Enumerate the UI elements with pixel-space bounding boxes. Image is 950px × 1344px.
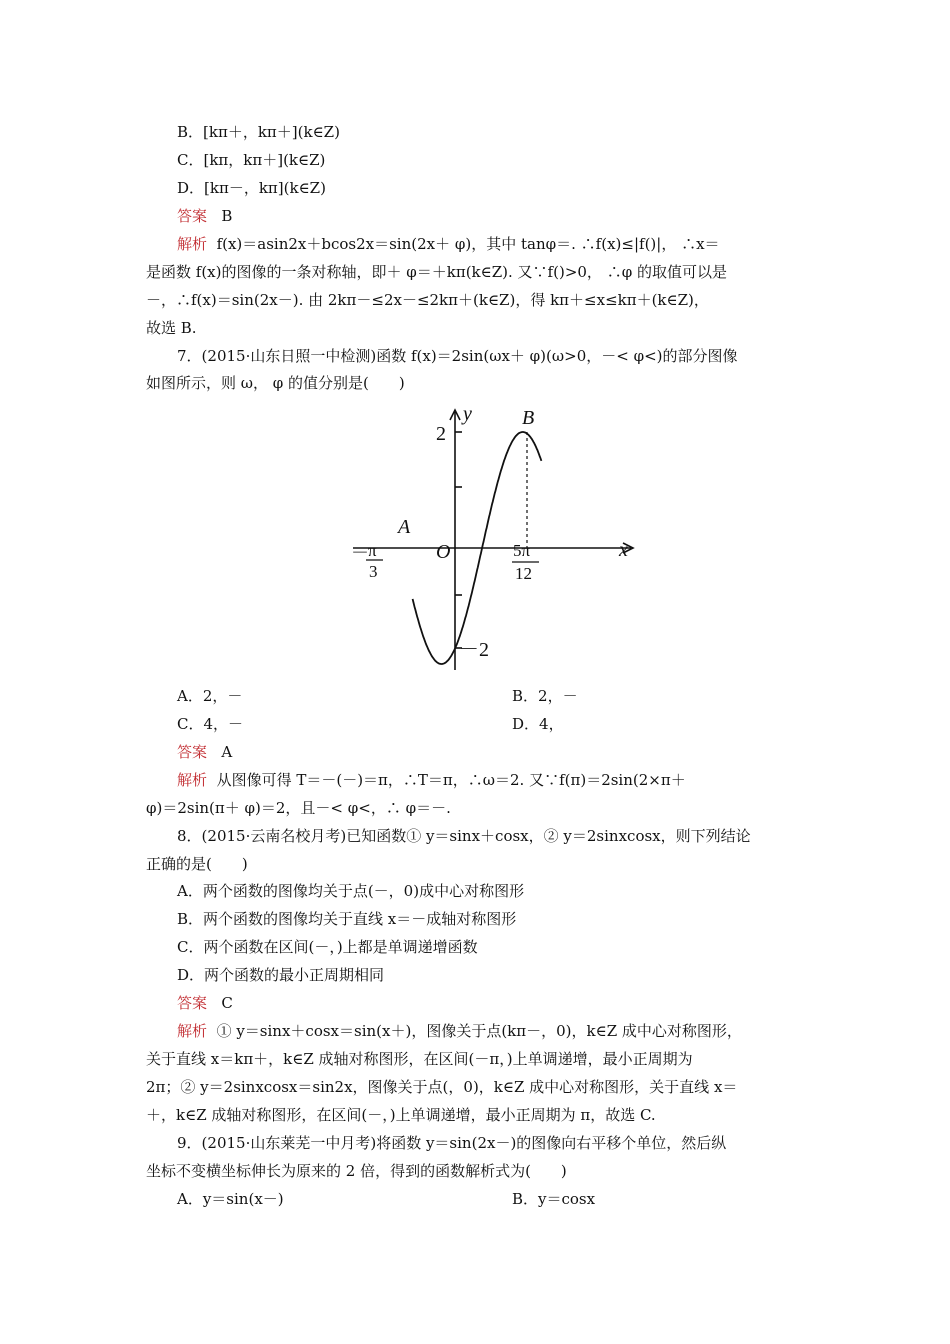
question-7-line1: 7．(2015·山东日照一中检测)函数 f(x)＝2sin(ωx＋ φ)(ω>0，－< φ<)的部分图像	[177, 347, 738, 365]
answer-value: B	[221, 207, 233, 225]
option-d-q8: D．两个函数的最小正周期相同	[177, 966, 385, 984]
question-7-line2: 如图所示，则 ω， φ 的值分别是( )	[146, 374, 405, 392]
option-c-q7: C．4，－	[177, 715, 244, 733]
solution-q8-line1: 解析 ① y＝sinx＋cosx＝sin(x＋)，图像关于点(kπ－，0)，k∈Z 成中心对称图形，	[177, 1022, 742, 1040]
point-b-label: B	[522, 407, 535, 429]
y-max-label: 2	[436, 423, 446, 445]
question-8-line2: 正确的是( )	[146, 855, 248, 873]
answer-label: 答案	[177, 743, 208, 761]
solution-q6-line1: 解析 f(x)＝asin2x＋bcos2x＝sin(2x＋ φ)，其中 tanφ＝. ∴f(x)≤|f()|， ∴x＝	[177, 235, 720, 253]
sine-graph	[345, 402, 645, 674]
x-left-sign: －	[351, 543, 369, 563]
answer-value: A	[221, 743, 233, 761]
answer-label: 答案	[177, 994, 208, 1012]
solution-q7-line1: 解析 从图像可得 T＝－(－)＝π，∴T＝π，∴ω＝2. 又∵f(π)＝2sin(2×π＋	[177, 771, 686, 789]
solution-q7-line2: φ)＝2sin(π＋ φ)＝2，且－< φ<，∴ φ＝－.	[146, 799, 451, 817]
solution-q8-line3: 2π；② y＝2sinxcosx＝sin2x，图像关于点(，0)，k∈Z 成中心对称图形，关于直线 x＝	[146, 1078, 738, 1096]
option-b-q6: B．[kπ＋，kπ＋](k∈Z)	[177, 123, 340, 141]
option-b-q7: B．2，－	[512, 687, 578, 705]
y-min-label: －2	[459, 639, 489, 661]
option-b-q8: B．两个函数的图像均关于直线 x＝－成轴对称图形	[177, 910, 517, 928]
answer-q6	[177, 206, 232, 226]
option-d-q7: D．4，	[512, 715, 564, 733]
question-9-line2: 坐标不变横坐标伸长为原来的 2 倍，得到的函数解析式为( )	[146, 1162, 567, 1180]
x-right-numerator: 5π	[513, 541, 531, 560]
answer-label: 答案	[177, 207, 208, 225]
answer-q8	[177, 993, 233, 1013]
solution-q6-line2: 是函数 f(x)的图像的一条对称轴，即＋ φ＝＋kπ(k∈Z). 又∵f()>0， ∴φ 的取值可以是	[146, 263, 727, 281]
solution-q6-line3: －，∴f(x)＝sin(2x－). 由 2kπ－≤2x－≤2kπ＋(k∈Z)，得 kπ＋≤x≤kπ＋(k∈Z)，	[146, 291, 709, 309]
x-left-numerator: π	[368, 541, 377, 560]
x-axis-label: x	[619, 539, 628, 561]
option-b-q9: B．y＝cosx	[512, 1190, 596, 1208]
option-c-q6: C．[kπ，kπ＋](k∈Z)	[177, 151, 326, 169]
answer-value: C	[221, 994, 233, 1012]
y-axis-label: y	[463, 403, 472, 425]
solution-label: 解析	[177, 771, 208, 789]
question-9-line1: 9．(2015·山东莱芜一中月考)将函数 y＝sin(2x－)的图像向右平移个单位，然后纵	[177, 1134, 727, 1152]
option-a-q8: A．两个函数的图像均关于点(－，0)成中心对称图形	[177, 882, 525, 900]
answer-q7	[177, 742, 232, 762]
solution-q8-line4: ＋，k∈Z 成轴对称图形，在区间(－，)上单调递增，最小正周期为 π，故选 C.	[146, 1106, 656, 1124]
solution-label: 解析	[177, 235, 208, 253]
option-c-q8: C．两个函数在区间(－，)上都是单调递增函数	[177, 938, 478, 956]
option-d-q6: D．[kπ－，kπ](k∈Z)	[177, 179, 326, 197]
x-left-denominator: 3	[369, 562, 378, 581]
x-right-denominator: 12	[515, 564, 532, 583]
solution-label: 解析	[177, 1022, 208, 1040]
solution-q6-line4: 故选 B.	[146, 319, 197, 337]
question-8-line1: 8．(2015·云南名校月考)已知函数① y＝sinx＋cosx，② y＝2sinxcosx，则下列结论	[177, 827, 751, 845]
solution-q8-line2: 关于直线 x＝kπ＋，k∈Z 成轴对称图形，在区间(－π，)上单调递增，最小正周期为	[146, 1050, 693, 1068]
option-a-q9: A．y＝sin(x－)	[177, 1190, 284, 1208]
point-a-label: A	[398, 516, 411, 538]
origin-label: O	[436, 541, 451, 563]
option-a-q7: A．2，－	[177, 687, 243, 705]
